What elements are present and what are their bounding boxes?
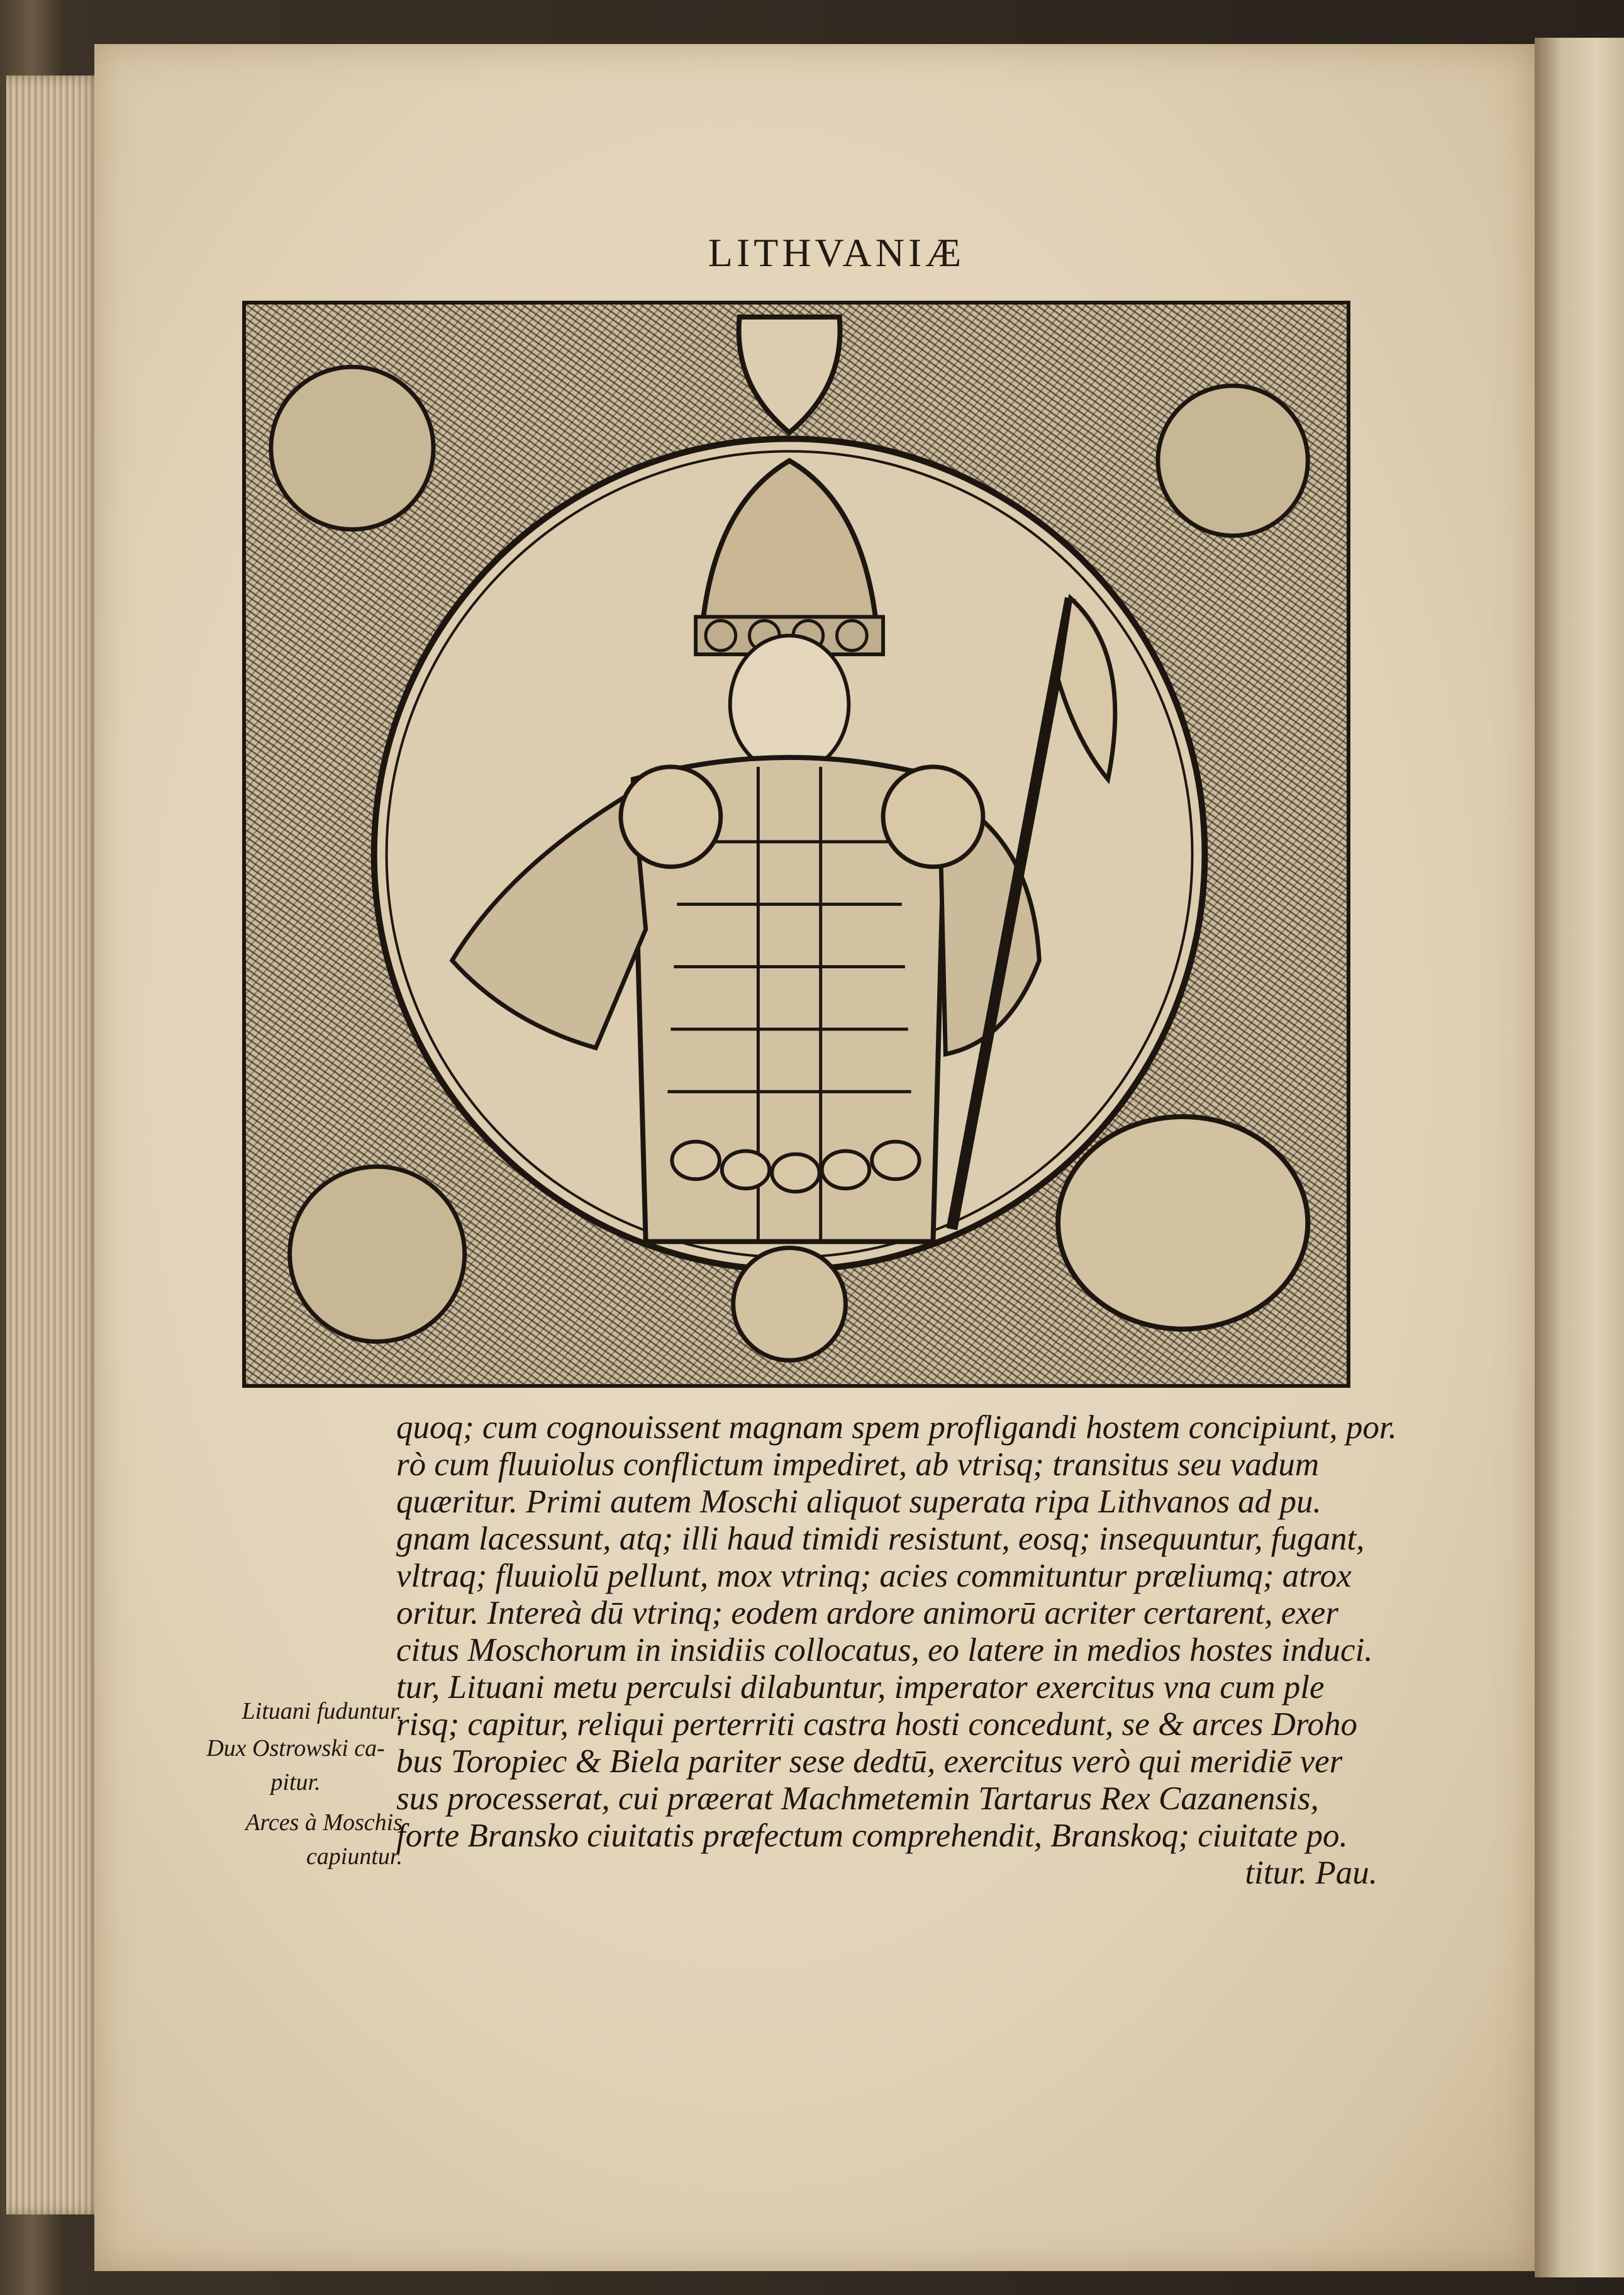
trophy-helmet-top-right [1158, 386, 1308, 535]
main-text-block [396, 1409, 1397, 1892]
woodcut-illustration [246, 304, 1347, 1384]
marginal-note-text: Lituani fuduntur. [242, 1698, 403, 1724]
woodcut-portrait-knight [242, 301, 1350, 1388]
marginal-note-text: Dux Ostrowski ca- [206, 1735, 385, 1762]
knight-pauldron-right [883, 767, 983, 867]
running-head: LITHVANIÆ [708, 230, 965, 275]
text-line: gnam lacessunt, atq; illi haud timidi resistunt, eosq; insequuntur, fugant, [396, 1521, 1365, 1557]
text-line: vltraq; fluuiolū pellunt, mox vtrinq; acies commituntur præliumq; atrox [396, 1558, 1352, 1594]
marginal-note [189, 1731, 403, 1799]
marginal-note [189, 1694, 403, 1728]
text-line: oritur. Intereà dū vtrinq; eodem ardore animorū acriter certarent, exer [396, 1595, 1338, 1631]
knight-pauldron-left [621, 767, 721, 867]
marginal-note-text: capiuntur. [306, 1843, 403, 1870]
trophy-arms-bottom-left [290, 1166, 465, 1341]
page-edges-left [6, 75, 101, 2214]
text-line: citus Moschorum in insidiis collocatus, eo latere in medios hostes induci. [396, 1632, 1373, 1668]
heraldic-shield [739, 317, 840, 433]
text-line: quoq; cum cognouissent magnam spem profligandi hostem concipiunt, por. [396, 1409, 1397, 1446]
facing-page-edge [1535, 38, 1624, 2277]
text-line: quæritur. Primi autem Moschi aliquot superata ripa Lithvanos ad pu. [396, 1483, 1321, 1520]
text-line: tur, Lituani metu perculsi dilabuntur, imperator exercitus vna cum ple [396, 1669, 1325, 1706]
text-line: rò cum fluuiolus conflictum impediret, ab vtrisq; transitus seu vadum [396, 1446, 1320, 1483]
text-line: bus Toropiec & Biela pariter sese dedtū, exercitus verò qui meridiē ver [396, 1743, 1343, 1780]
grotesque-mask [733, 1248, 846, 1361]
text-line: sus processerat, cui præerat Machmetemin Tartarus Rex Cazanensis, [396, 1780, 1319, 1817]
drum [1058, 1117, 1308, 1329]
marginal-note-text: pitur. [270, 1769, 321, 1795]
trophy-arms-top-left [271, 367, 433, 529]
text-line: risq; capitur, reliqui perterriti castra hosti concedunt, se & arces Droho [396, 1706, 1358, 1743]
text-line-catchword: titur. Pau. [1245, 1855, 1377, 1891]
knight-face [730, 635, 849, 773]
text-line: forte Bransko ciuitatis præfectum comprehendit, Branskoq; ciuitate po. [396, 1818, 1348, 1854]
marginal-note [189, 1806, 403, 1873]
marginal-note-text: Arces à Moschis [245, 1809, 403, 1836]
